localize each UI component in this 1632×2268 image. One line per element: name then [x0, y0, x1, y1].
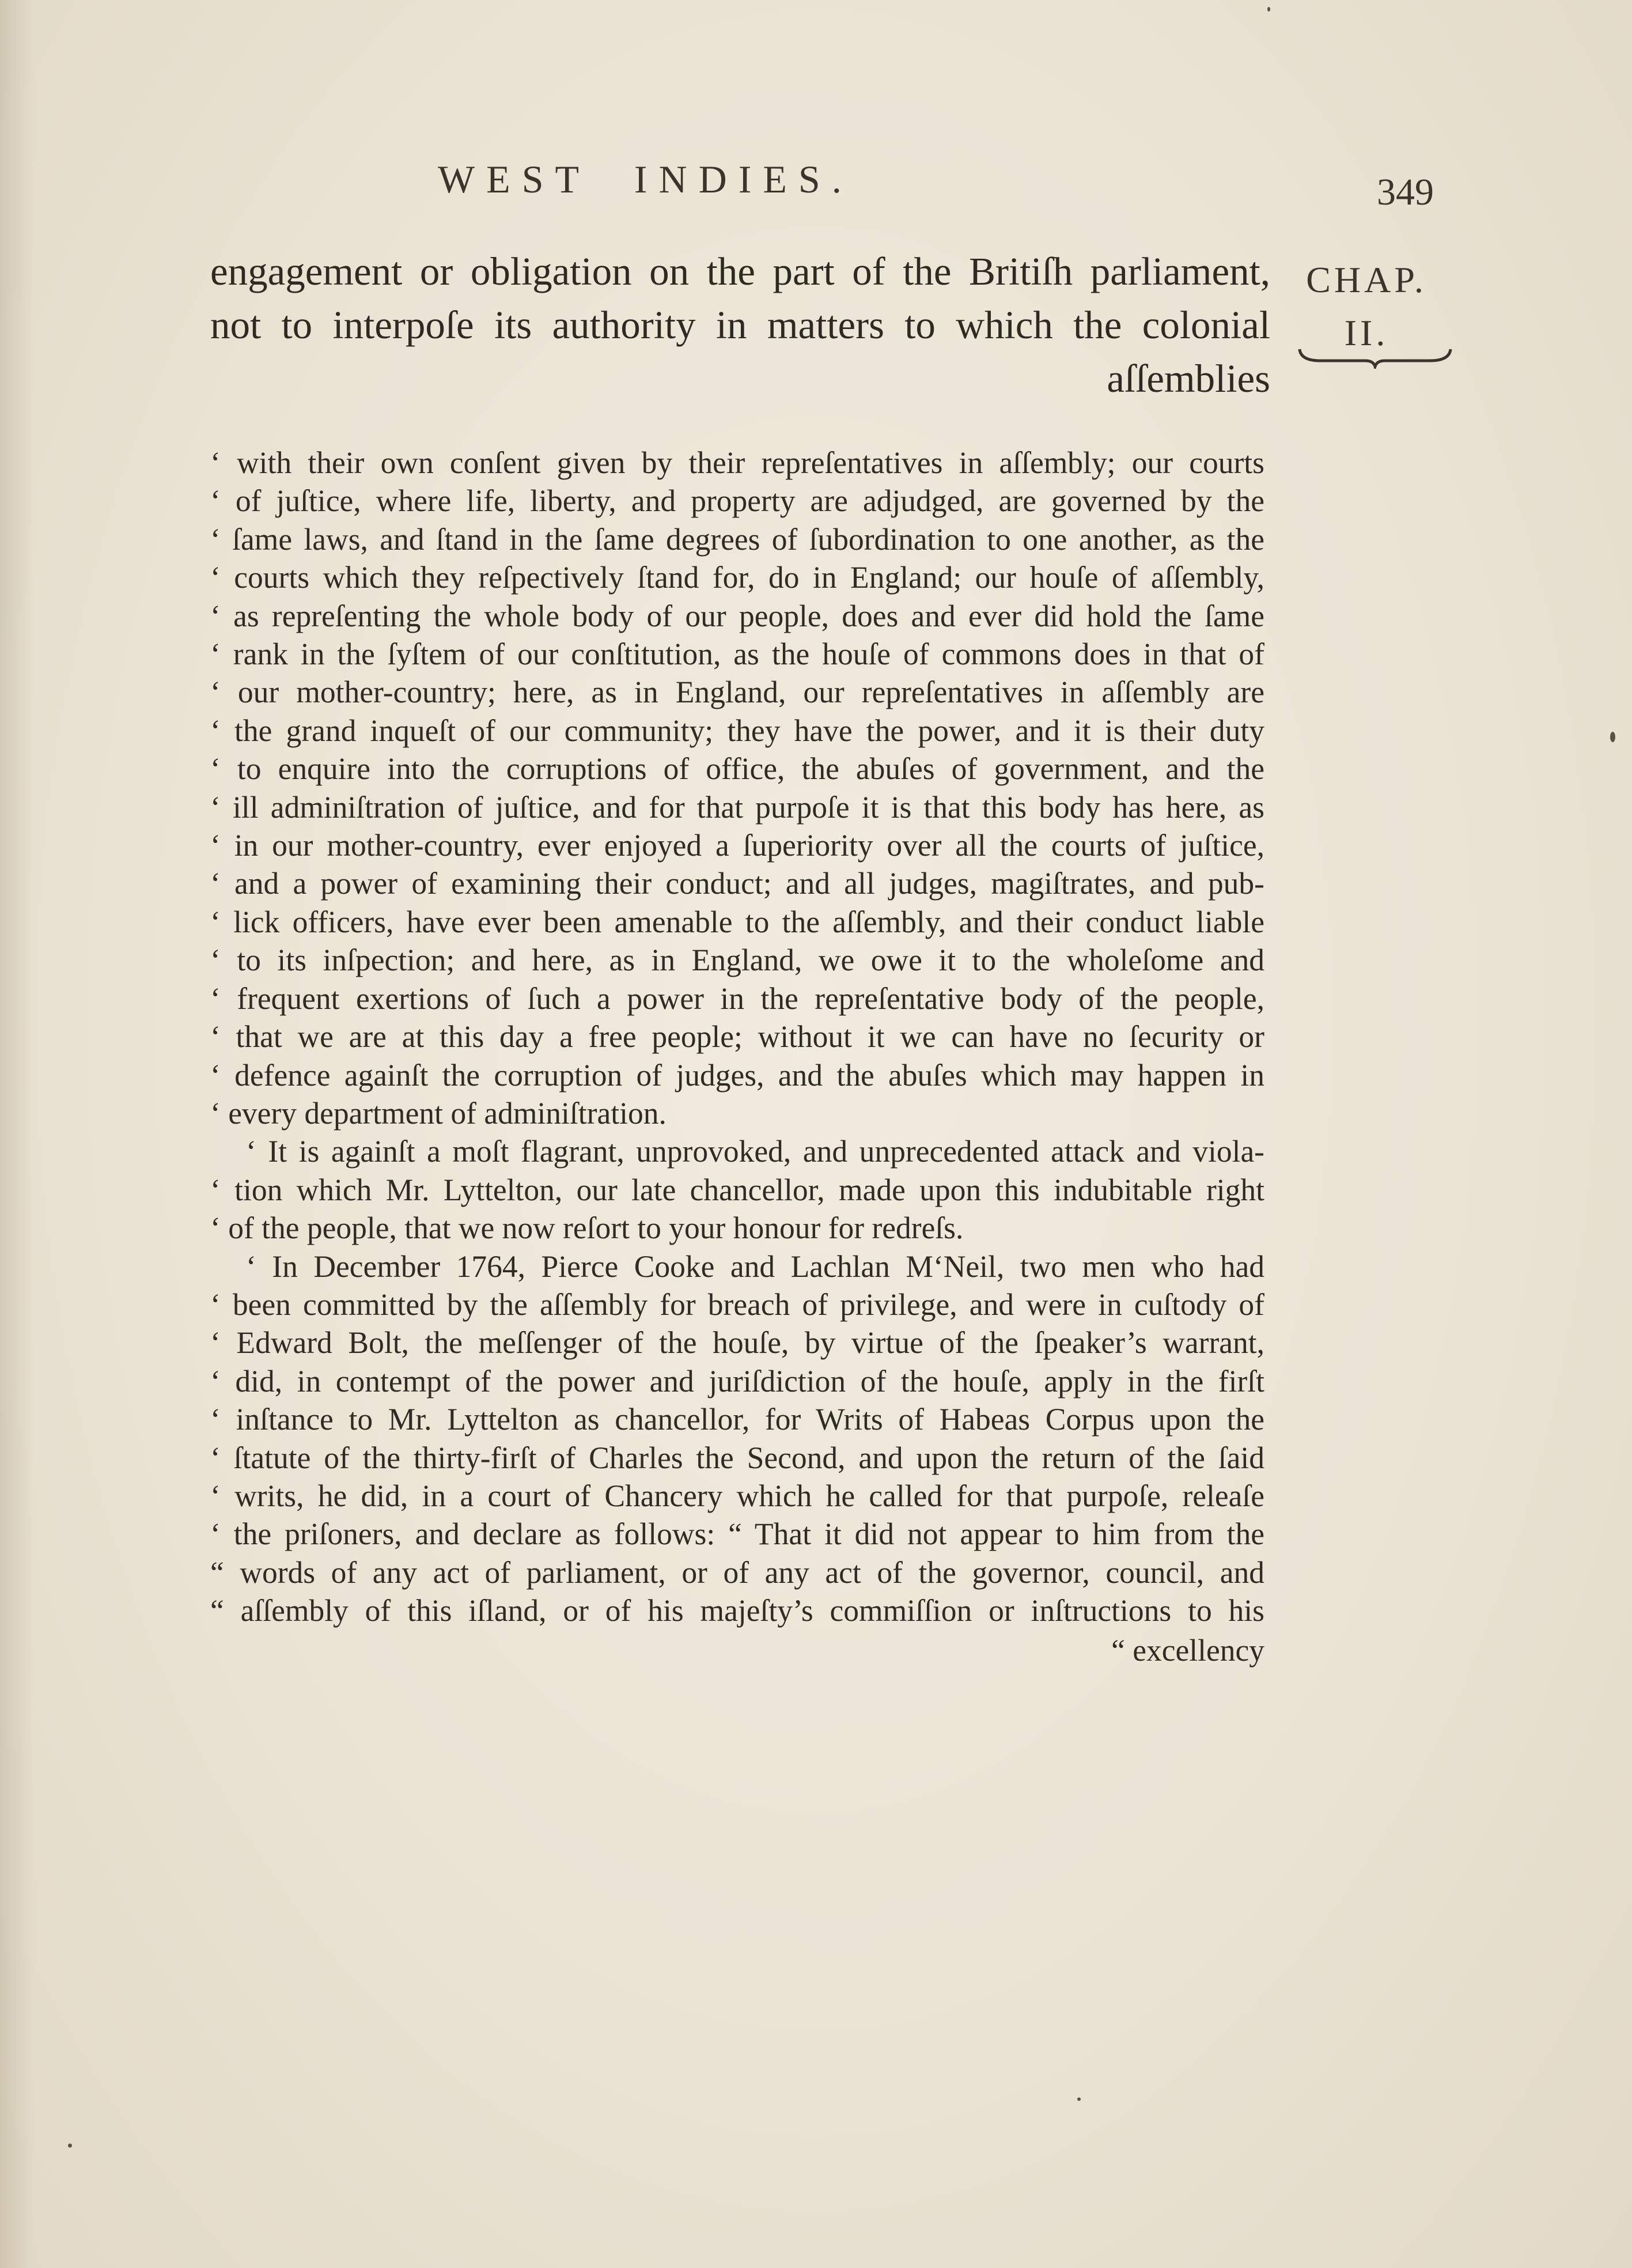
chapter-margin-note: [1280, 254, 1453, 360]
quote-line: ‘ every department of adminiſtration.: [210, 1095, 667, 1131]
quote-line: ‘ lick officers, have ever been amenable to the aſſembly, and their conduct liable: [210, 904, 1264, 939]
quote-line: ‘ to enquire into the corruptions of office, the abuſes of government, and the: [210, 751, 1264, 787]
paper-speck: [1077, 2097, 1081, 2101]
paper-speck: [68, 2144, 72, 2148]
continued-main-text: [210, 245, 1270, 406]
quote-line: “ words of any act of parliament, or of any act of the governor, council, and: [210, 1555, 1264, 1590]
quote-line: ‘ frequent exertions of ſuch a power in the repreſentative body of the people,: [210, 981, 1264, 1016]
quote-line: ‘ ſame laws, and ſtand in the ſame degrees of ſubordination to one another, as the: [210, 521, 1264, 557]
quote-line: ‘ In December 1764, Pierce Cooke and Lachlan M‘Neil, two men who had: [246, 1249, 1264, 1284]
quote-line: ‘ courts which they reſpectively ſtand for, do in England; our houſe of aſſembly,: [210, 560, 1264, 595]
quote-line: ‘ to its inſpection; and here, as in England, we owe it to the wholeſome and: [210, 943, 1264, 978]
page-number: 349: [1377, 171, 1434, 213]
text-line: engagement or obligation on the part of the Britiſh parliament,: [210, 250, 1270, 293]
quote-line: ‘ inſtance to Mr. Lyttelton as chancellor, for Writs of Habeas Corpus upon the: [210, 1402, 1264, 1437]
text-line: aſſemblies: [1107, 357, 1270, 400]
chapter-label: CHAP.: [1306, 259, 1427, 300]
quote-line: ‘ as repreſenting the whole body of our people, does and ever did hold the ſame: [210, 598, 1264, 633]
quote-line: ‘ with their own conſent given by their repreſentatives in aſſembly; our courts: [210, 445, 1264, 480]
quote-line: ‘ of juſtice, where life, liberty, and property are adjudged, are governed by the: [210, 483, 1264, 519]
quote-line: ‘ that we are at this day a free people; without it we can have no ſecurity or: [210, 1019, 1264, 1054]
quote-line: ‘ the grand inqueſt of our community; they have the power, and it is their duty: [210, 713, 1264, 748]
text-line: not to interpoſe its authority in matters to which the colonial: [210, 303, 1270, 347]
quote-line: “ aſſembly of this iſland, or of his majeſty’s commiſſion or inſtructions to his: [210, 1593, 1264, 1628]
quote-line: ‘ ill adminiſtration of juſtice, and for that purpoſe it is that this body has here, as: [210, 789, 1264, 825]
quote-line: ‘ the priſoners, and declare as follows: “ That it did not appear to him from the: [210, 1517, 1264, 1552]
paper-speck: [1610, 732, 1615, 742]
catchword: “ excellency: [1111, 1632, 1264, 1668]
quote-line: ‘ Edward Bolt, the meſſenger of the houſe, by virtue of the ſpeaker’s warrant,: [210, 1325, 1264, 1360]
quoted-petition: [210, 444, 1264, 1669]
quote-line: ‘ writs, he did, in a court of Chancery which he called for that purpoſe, releaſe: [210, 1478, 1264, 1513]
quote-line: ‘ of the people, that we now reſort to your honour for redreſs.: [210, 1211, 964, 1246]
brace-ornament: [1297, 346, 1453, 369]
quote-line: ‘ been committed by the aſſembly for breach of privilege, and were in cuſtody of: [210, 1287, 1264, 1322]
quote-line: ‘ It is againſt a moſt flagrant, unprovoked, and unprecedented attack and viola-: [246, 1134, 1264, 1169]
chapter-number: II.: [1344, 312, 1389, 353]
quote-line: ‘ in our mother-country, ever enjoyed a ſuperiority over all the courts of juſtice,: [210, 828, 1264, 863]
quote-line: ‘ defence againſt the corruption of judges, and the abuſes which may happen in: [210, 1057, 1264, 1093]
page-gutter-shadow: [0, 0, 35, 2268]
quote-line: ‘ and a power of examining their conduct; and all judges, magiſtrates, and pub-: [210, 866, 1264, 901]
quote-line: ‘ did, in contempt of the power and juriſdiction of the houſe, apply in the firſt: [210, 1363, 1264, 1398]
quote-line: ‘ ſtatute of the thirty-firſt of Charles the Second, and upon the return of the ſaid: [210, 1440, 1264, 1475]
running-head: WEST INDIES.: [438, 157, 853, 201]
quote-line: ‘ rank in the ſyſtem of our conſtitution, as the houſe of commons does in that of: [210, 637, 1264, 672]
paper-speck: [1267, 7, 1270, 12]
quote-line: ‘ tion which Mr. Lyttelton, our late chancellor, made upon this indubitable right: [210, 1172, 1264, 1207]
quote-line: ‘ our mother-country; here, as in England, our repreſentatives in aſſembly are: [210, 675, 1264, 710]
